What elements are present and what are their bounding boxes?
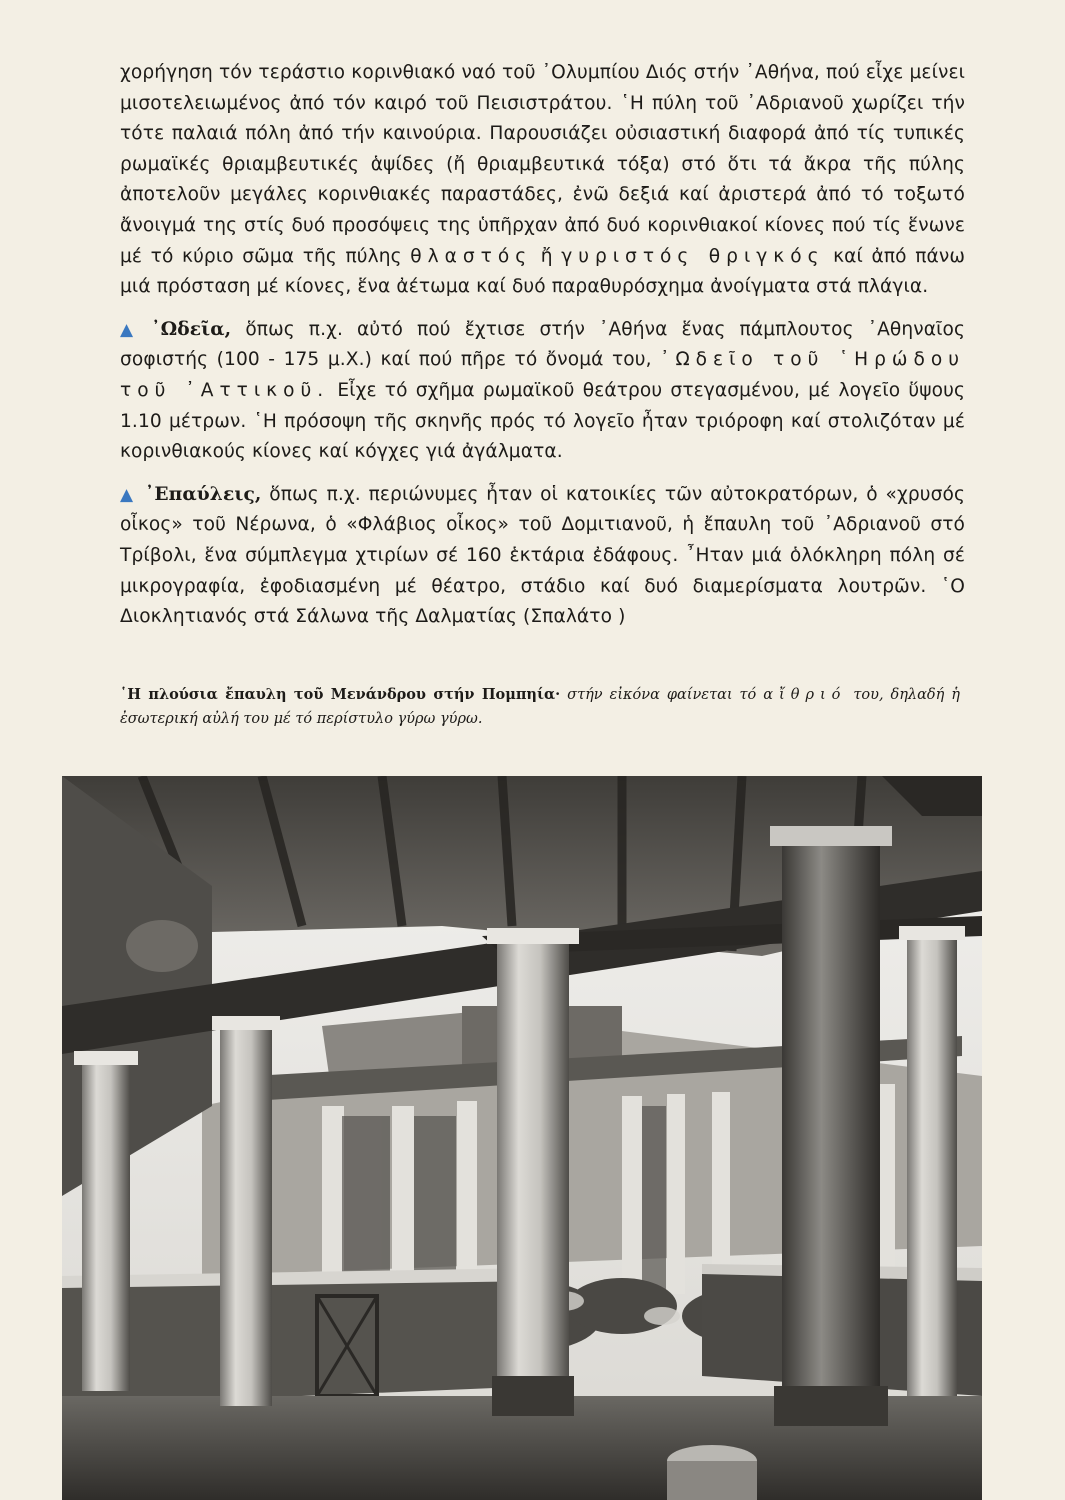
paragraph-odeia: [120, 315, 965, 468]
term-thlastos: θλαστός: [410, 245, 533, 267]
paragraph-1-text: χορήγηση τόν τεράστιο κορινθιακό ναό τοῦ ᾿Ολυμπίου Διός στήν ᾿Αθήνα, πού εἶχε μείνει μισοτελειωμένος ἀπό τόν καιρό τοῦ Πεισιστράτου. ῾Η πύλη τοῦ ᾿Αδριανοῦ χωρίζει τήν τότε παλαιά πόλη ἀπό τήν καινούρια. Παρουσιάζει οὐσιαστική διαφορά ἀπό τίς τυπικές ρωμαϊκές θριαμβευτικές ἁψίδες (ἤ θριαμβευτικά τόξα) στό ὅτι τά ἄκρα τῆς πύλης ἀποτελοῦν μεγάλες κορινθιακές παραστάδες, ἐνῶ δεξιά καί ἀριστερά ἀπό τό τοξωτό ἄνοιγμά της στίς δυό προσόψεις της ὑπῆρχαν ἀπό δυό κορινθιακοί κίονες πού τίς ἕνωνε μέ τό κύριο σῶμα τῆς πύλης: [120, 62, 965, 267]
caption-text: στήν εἰκόνα φαίνεται τό: [567, 687, 757, 703]
triangle-bullet-icon: ▲: [120, 319, 142, 340]
peristyle-photo: [62, 776, 982, 1500]
term-gyristos-thrigkos: γυριστός θριγκός: [561, 245, 825, 267]
paragraph-odeia-text: ὅπως π.χ. αὐτό πού ἔχτισε στήν ᾿Αθήνα ἕνας πάμπλουτος ᾿Αθηναῖος σοφιστής (100 - 175 μ.Χ.) καί πού πῆρε τό ὄνομά του,: [120, 318, 965, 371]
paragraph-1: [120, 58, 965, 303]
paragraph-1-end: καί ἀπό πάνω μιά πρόσταση μέ κίονες, ἕνα ἀέτωμα καί δυό παραθυρόσχημα ἀνοίγματα στά πλάγια.: [120, 245, 966, 298]
caption-term: αἴθριό: [763, 687, 847, 703]
paragraph-odeia-end: Εἶχε τό σχῆμα ρωμαϊκοῦ θεάτρου στεγασμένου, μέ λογεῖο ὕψους 1.10 μέτρων. ῾Η πρόσοψη τῆς σκηνῆς πρός τό λογεῖο ἦταν τριόροφη καί στολιζόταν μέ κορινθιακούς κίονες καί κόγχες γιά ἀγάλματα.: [120, 379, 965, 463]
paragraph-epauleis: [120, 480, 965, 633]
paragraph-epauleis-text: ὅπως π.χ. περιώνυμες ἦταν οἱ κατοικίες τῶν αὐτοκρατόρων, ὁ «χρυσός οἶκος» τοῦ Νέρωνα, ὁ «Φλάβιος οἶκος» τοῦ Δομιτιανοῦ, ἡ ἔπαυλη τοῦ ᾿Αδριανοῦ στό Τρίβολι, ἕνα σύμπλεγμα χτιρίων σέ 160 ἑκτάρια ἐδάφους. ῏Ηταν μιά ὁλόκληρη πόλη σέ μικρογραφία, ἐφοδιασμένη μέ θέατρο, στάδιο καί δυό διαμερίσματα λουτρῶν. ῾Ο Διοκλητιανός στά Σάλωνα τῆς Δαλματίας (Σπαλάτο ): [120, 483, 965, 628]
body-text: [120, 58, 965, 633]
heading-epauleis: ᾿Επαύλεις,: [145, 483, 262, 505]
term-odeio-irodou: ᾿Ωδεῖο τοῦ ῾Ηρώδου τοῦ ᾿Αττικοῦ.: [120, 349, 965, 401]
caption-text-end: του, δηλαδή ἡ ἐσωτερική αὐλή του μέ τό περίστυλο γύρω γύρω.: [120, 687, 960, 727]
triangle-bullet-icon: ▲: [120, 484, 136, 505]
photo-caption: [120, 683, 960, 731]
heading-odeia: ᾿Ωδεῖα,: [151, 318, 232, 340]
caption-title: ῾Η πλούσια ἔπαυλη τοῦ Μενάνδρου στήν Πομπηία·: [120, 686, 561, 703]
paragraph-1-or: ἤ: [540, 245, 553, 267]
